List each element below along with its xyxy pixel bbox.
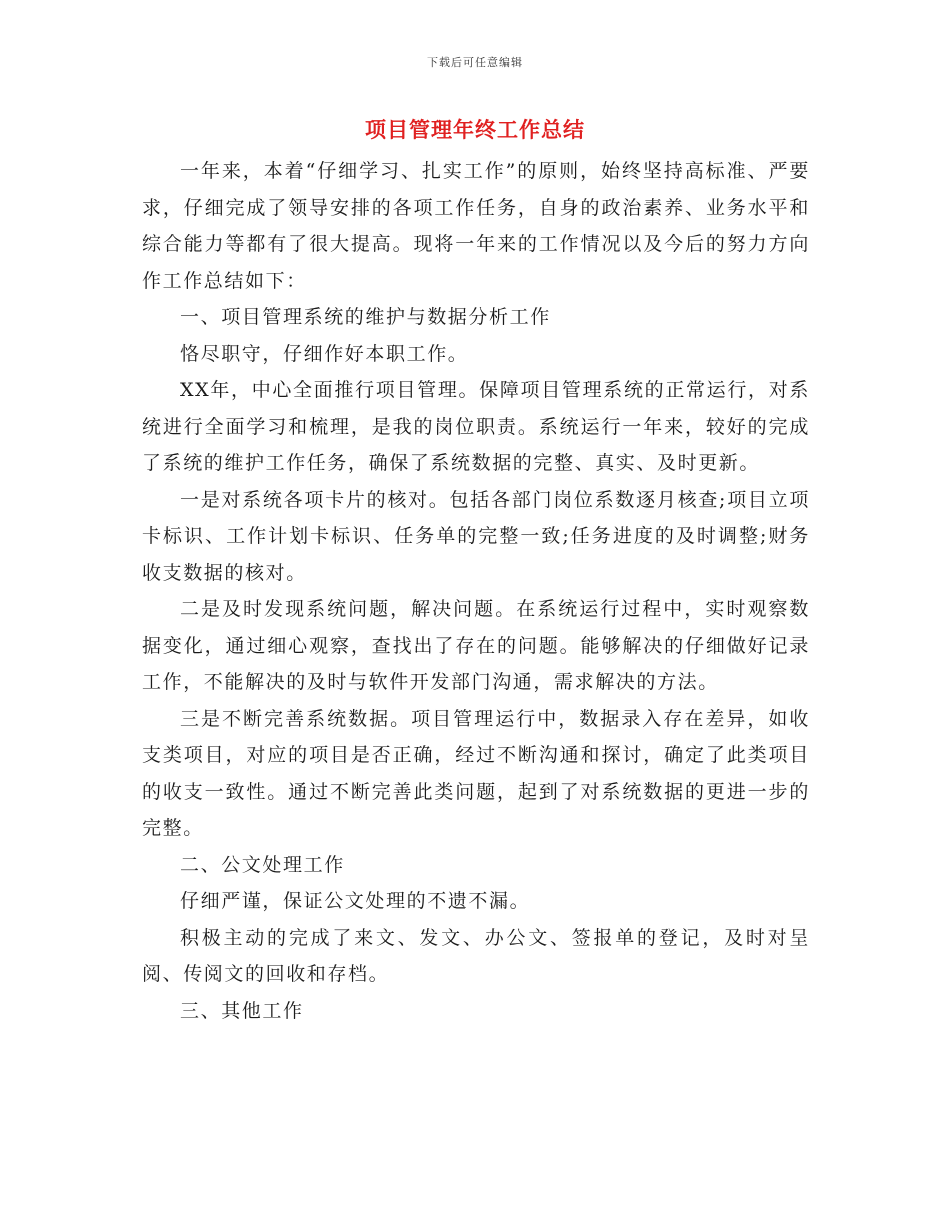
header-note: 下载后可任意编辑 xyxy=(427,56,523,69)
paragraph-intro: 一年来，本着“仔细学习、扎实工作”的原则，始终坚持高标准、严要求，仔细完成了领导安排的各项工作任务，自身的政治素养、业务水平和综合能力等都有了很大提高。现将一年来的工作情况以及今后的努力方向作工作总结如下： xyxy=(142,160,810,292)
paragraph: 一是对系统各项卡片的核对。包括各部门岗位系数逐月核查;项目立项卡标识、工作计划卡标识、任务单的完整一致;任务进度的及时调整;财务收支数据的核对。 xyxy=(142,488,810,584)
paragraph: 二是及时发现系统问题，解决问题。在系统运行过程中，实时观察数据变化，通过细心观察，查找出了存在的问题。能够解决的仔细做好记录工作，不能解决的及时与软件开发部门沟通，需求解决的方法。 xyxy=(142,598,810,693)
paragraph: 三是不断完善系统数据。项目管理运行中，数据录入存在差异，如收支类项目，对应的项目是否正确，经过不断沟通和探讨，确定了此类项目的收支一致性。通过不断完善此类问题，起到了对系统数据的更进一步的完整。 xyxy=(142,707,810,839)
paragraph: 恪尽职守，仔细作好本职工作。 xyxy=(180,342,469,365)
paragraph: 积极主动的完成了来文、发文、办公文、签报单的登记，及时对呈阅、传阅文的回收和存档。 xyxy=(142,926,810,985)
section-heading-3: 三、其他工作 xyxy=(180,999,304,1022)
section-heading-2: 二、公文处理工作 xyxy=(180,853,345,876)
document-title: 项目管理年终工作总结 xyxy=(365,118,585,142)
paragraph: XX年，中心全面推行项目管理。保障项目管理系统的正常运行，对系统进行全面学习和梳理，是我的岗位职责。系统运行一年来，较好的完成了系统的维护工作任务，确保了系统数据的完整、真实、及时更新。 xyxy=(142,379,810,474)
document-body xyxy=(142,153,810,1029)
section-heading-1: 一、项目管理系统的维护与数据分析工作 xyxy=(180,306,551,328)
paragraph: 仔细严谨，保证公文处理的不遗不漏。 xyxy=(180,890,531,912)
